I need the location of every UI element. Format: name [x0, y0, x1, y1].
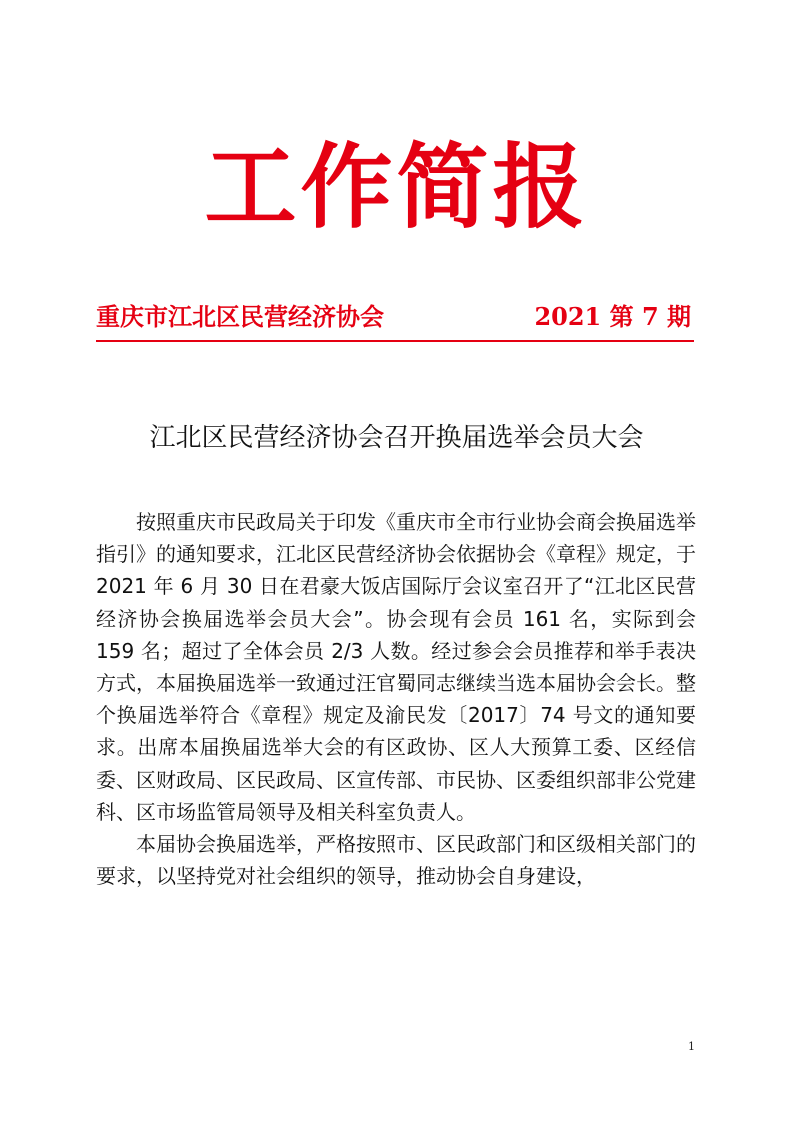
- red-divider: [96, 340, 694, 342]
- organization-name: 重庆市江北区民营经济协会: [96, 303, 384, 331]
- paragraph-1: 按照重庆市民政局关于印发《重庆市全市行业协会商会换届选举指引》的通知要求，江北区民营经济协会依据协会《章程》规定，于 2021 年 6 月 30 日在君豪大饭店国际厅会议室召开了“江北区民营经济协会换届选举会员大会”。协会现有会员 161 名，实际到会 159 名；超过了全体会员 2/3 人数。经过参会会员推荐和举手表决方式，本届换届选举一致通过汪官蜀同志继续当选本届协会会长。整个换届选举符合《章程》规定及渝民发〔2017〕74 号文的通知要求。出席本届换届选举大会的有区政协、区人大预算工委、区经信委、区财政局、区民政局、区宣传部、市民协、区委组织部非公党建科、区市场监管局领导及相关科室负责人。: [96, 510, 696, 824]
- issue-number: 2021 第 7 期: [534, 302, 691, 331]
- paragraph-2: 本届协会换届选举，严格按照市、区民政部门和区级相关部门的要求，以坚持党对社会组织的领导，推动协会自身建设，: [96, 832, 696, 889]
- page-number: 1: [688, 1040, 695, 1053]
- subhead: [96, 302, 693, 338]
- masthead-title: 工作简报: [204, 134, 589, 241]
- article-title: 江北区民营经济协会召开换届选举会员大会: [149, 423, 644, 453]
- article-body: [96, 506, 696, 892]
